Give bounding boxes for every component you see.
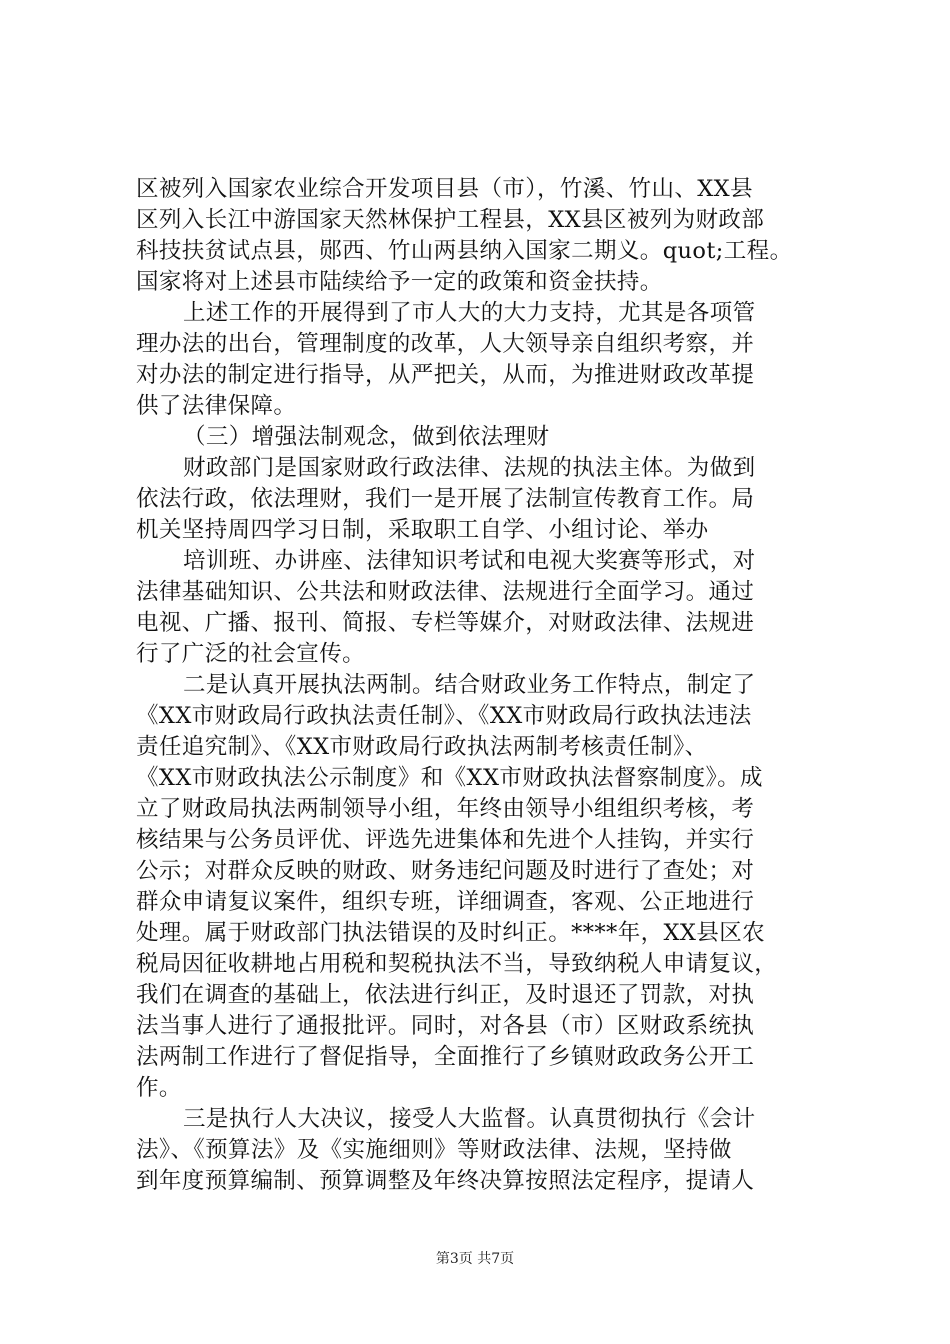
text-line: 供了法律保障。 [136,393,297,419]
text-line: 法律基础知识、公共法和财政法律、法规进行全面学习。通过 [136,579,755,605]
text-line: 国家将对上述县市陆续给予一定的政策和资金扶持。 [136,269,663,295]
text-line: 立了财政局执法两制领导小组，年终由领导小组组织考核，考 [136,796,755,822]
text-line: 上述工作的开展得到了市人大的大力支持，尤其是各项管 [183,300,756,326]
text-line: （三）增强法制观念，做到依法理财 [183,424,550,450]
text-line: 区列入长江中游国家天然林保护工程县，XX县区被列为财政部 [136,207,765,233]
text-line: 电视、广播、报刊、简报、专栏等媒介，对财政法律、法规进 [136,610,755,636]
text-line: 二是认真开展执法两制。结合财政业务工作特点，制定了 [183,672,756,698]
text-line: 责任追究制》、《XX市财政局行政执法两制考核责任制》、 [136,734,708,760]
document-body [136,174,830,1197]
text-line: 到年度预算编制、预算调整及年终决算按照法定程序，提请人 [136,1168,755,1194]
text-line: 我们在调查的基础上，依法进行纠正，及时退还了罚款，对执 [136,982,755,1008]
text-line: 法》、《预算法》及《实施细则》等财政法律、法规，坚持做 [136,1137,732,1163]
text-line: 核结果与公务员评优、评选先进集体和先进个人挂钩，并实行 [136,827,755,853]
text-line: 三是执行人大决议，接受人大监督。认真贯彻执行《会计 [183,1106,756,1132]
text-line: 群众申请复议案件，组织专班，详细调查，客观、公正地进行 [136,889,755,915]
text-line: 区被列入国家农业综合开发项目县（市），竹溪、竹山、XX县 [136,176,753,202]
text-line: 科技扶贫试点县，郧西、竹山两县纳入国家二期义。quot;工程。 [136,238,793,264]
text-line: 法当事人进行了通报批评。同时，对各县（市）区财政系统执 [136,1013,755,1039]
page-footer: 第3页 共7页 [435,1251,515,1267]
text-line: 依法行政，依法理财，我们一是开展了法制宣传教育工作。局 [136,486,755,512]
text-line: 财政部门是国家财政行政法律、法规的执法主体。为做到 [183,455,756,481]
text-line: 行了广泛的社会宣传。 [136,641,366,667]
text-line: 处理。属于财政部门执法错误的及时纠正。****年，XX县区农 [136,920,766,946]
text-line: 理办法的出台，管理制度的改革，人大领导亲自组织考察，并 [136,331,755,357]
text-line: 《XX市财政局行政执法责任制》、《XX市财政局行政执法违法 [136,703,752,729]
text-line: 法两制工作进行了督促指导，全面推行了乡镇财政政务公开工 [136,1044,755,1070]
text-line: 培训班、办讲座、法律知识考试和电视大奖赛等形式，对 [183,548,756,574]
text-line: 公示；对群众反映的财政、财务违纪问题及时进行了查处；对 [136,858,755,884]
text-line: 对办法的制定进行指导，从严把关，从而，为推进财政改革提 [136,362,755,388]
text-line: 机关坚持周四学习日制，采取职工自学、小组讨论、举办 [136,517,709,543]
text-line: 作。 [136,1075,182,1101]
text-line: 《XX市财政执法公示制度》和《XX市财政执法督察制度》。成 [136,765,763,791]
text-line: 税局因征收耕地占用税和契税执法不当，导致纳税人申请复议， [136,951,778,977]
